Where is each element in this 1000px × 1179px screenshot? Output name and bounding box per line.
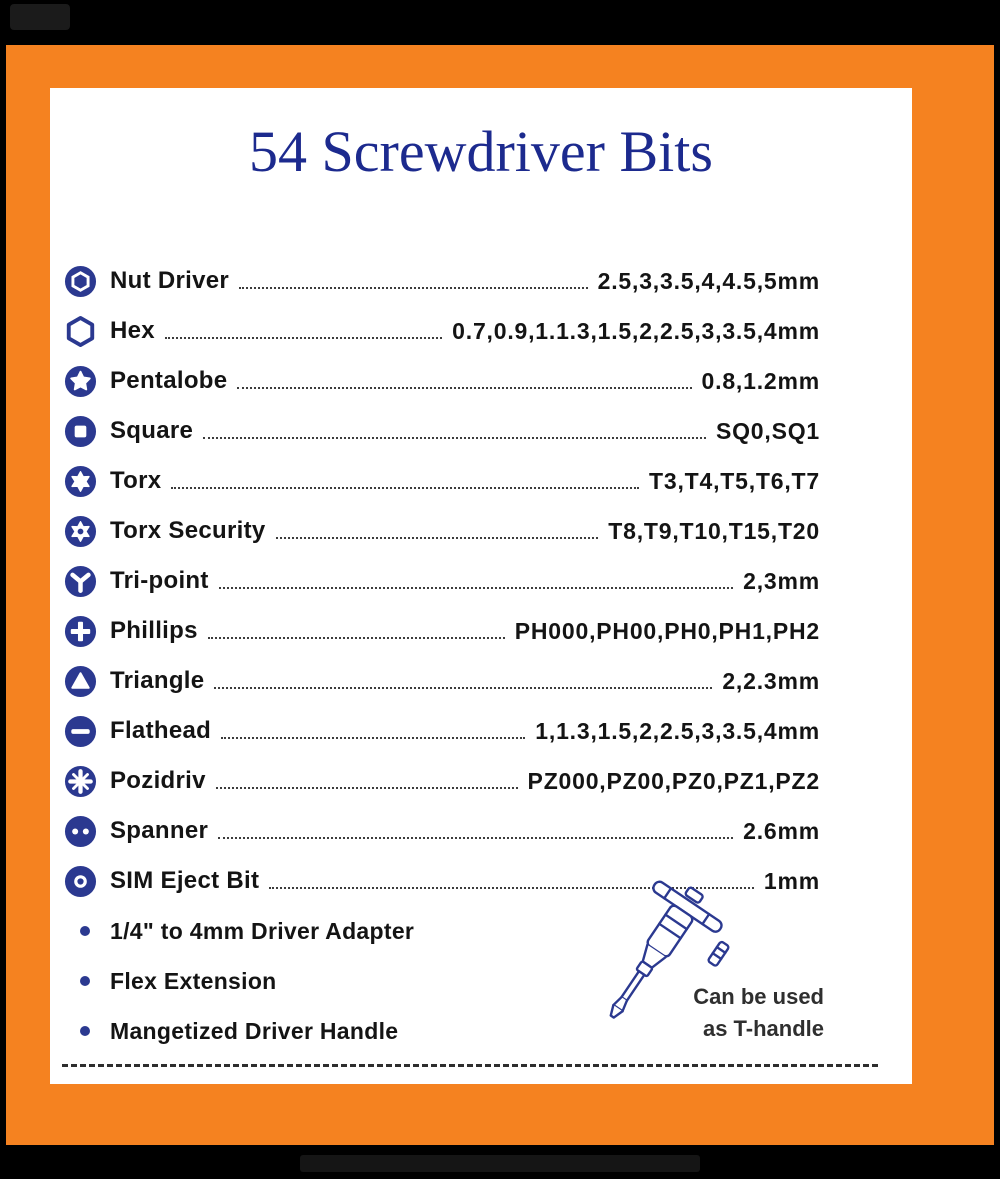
bit-sizes: PZ000,PZ00,PZ0,PZ1,PZ2 (527, 767, 820, 794)
bit-name: Pentalobe (110, 367, 228, 394)
bit-row (64, 256, 820, 306)
bit-row (64, 506, 820, 556)
dotted-leader (214, 687, 712, 689)
torx-security-icon (64, 515, 97, 548)
bullet-icon (80, 1026, 90, 1036)
bit-sizes: T3,T4,T5,T6,T7 (649, 467, 820, 494)
dotted-leader (203, 437, 706, 439)
sim-eject-icon (64, 865, 97, 898)
bit-sizes: 1mm (763, 867, 820, 894)
bit-row (64, 356, 820, 406)
dotted-leader (239, 287, 588, 289)
bit-name: Spanner (110, 817, 209, 844)
spanner-icon (64, 815, 97, 848)
pozidriv-icon (64, 765, 97, 798)
accessory-label: 1/4" to 4mm Driver Adapter (110, 917, 415, 944)
bit-name: Tri-point (110, 567, 209, 594)
bit-sizes: 1,1.3,1.5,2,2.5,3,3.5,4mm (535, 717, 820, 744)
hex-icon (64, 315, 97, 348)
bit-name: Flathead (110, 717, 212, 744)
page-title: 54 Screwdriver Bits (249, 119, 713, 184)
dotted-leader (221, 737, 525, 739)
accessory-label: Flex Extension (110, 967, 277, 994)
bit-row (64, 456, 820, 506)
dotted-leader (219, 587, 733, 589)
dotted-leader (208, 637, 505, 639)
nut-driver-icon (64, 265, 97, 298)
bit-sizes: SQ0,SQ1 (715, 417, 820, 444)
bit-sizes: 2.6mm (743, 817, 820, 844)
bit-sizes: 0.8,1.2mm (701, 367, 820, 394)
bit-name: Pozidriv (110, 767, 206, 794)
bit-list (50, 256, 912, 906)
bit-row (64, 756, 820, 806)
top-left-watermark-artifact (10, 4, 70, 30)
dotted-leader (165, 337, 442, 339)
bit-name: Hex (110, 317, 155, 344)
bit-name: Square (110, 417, 194, 444)
bit-row (64, 606, 820, 656)
bit-sizes: PH000,PH00,PH0,PH1,PH2 (514, 617, 820, 644)
bit-row (64, 306, 820, 356)
dashed-divider (62, 1064, 878, 1067)
triangle-icon (64, 665, 97, 698)
bit-sizes: 2.5,3,3.5,4,4.5,5mm (597, 267, 820, 294)
content-panel (50, 88, 912, 1084)
bit-row (64, 806, 820, 856)
bit-row (64, 656, 820, 706)
torx-icon (64, 465, 97, 498)
pentalobe-icon (64, 365, 97, 398)
bit-sizes: 0.7,0.9,1.1.3,1.5,2,2.5,3,3.5,4mm (452, 317, 820, 344)
bit-name: Torx Security (110, 517, 266, 544)
bit-name: Torx (110, 467, 162, 494)
bit-sizes: T8,T9,T10,T15,T20 (608, 517, 820, 544)
bit-row (64, 406, 820, 456)
bit-name: Phillips (110, 617, 198, 644)
annotation-line-1: Can be used (693, 984, 824, 1009)
phillips-icon (64, 615, 97, 648)
bit-name: SIM Eject Bit (110, 867, 260, 894)
square-icon (64, 415, 97, 448)
bit-row (64, 706, 820, 756)
bit-sizes: 2,2.3mm (722, 667, 820, 694)
dotted-leader (237, 387, 691, 389)
dotted-leader (216, 787, 518, 789)
tri-point-icon (64, 565, 97, 598)
annotation-line-2: as T-handle (702, 1016, 824, 1041)
bit-row (64, 556, 820, 606)
dotted-leader (276, 537, 599, 539)
bottom-watermark-artifact (300, 1155, 700, 1172)
dotted-leader (218, 837, 733, 839)
bit-name: Nut Driver (110, 267, 230, 294)
bullet-icon (80, 976, 90, 986)
t-handle-annotation (693, 981, 824, 1045)
bit-name: Triangle (110, 667, 205, 694)
bullet-icon (80, 926, 90, 936)
dotted-leader (171, 487, 639, 489)
flathead-icon (64, 715, 97, 748)
accessory-label: Mangetized Driver Handle (110, 1017, 399, 1044)
bit-sizes: 2,3mm (743, 567, 820, 594)
